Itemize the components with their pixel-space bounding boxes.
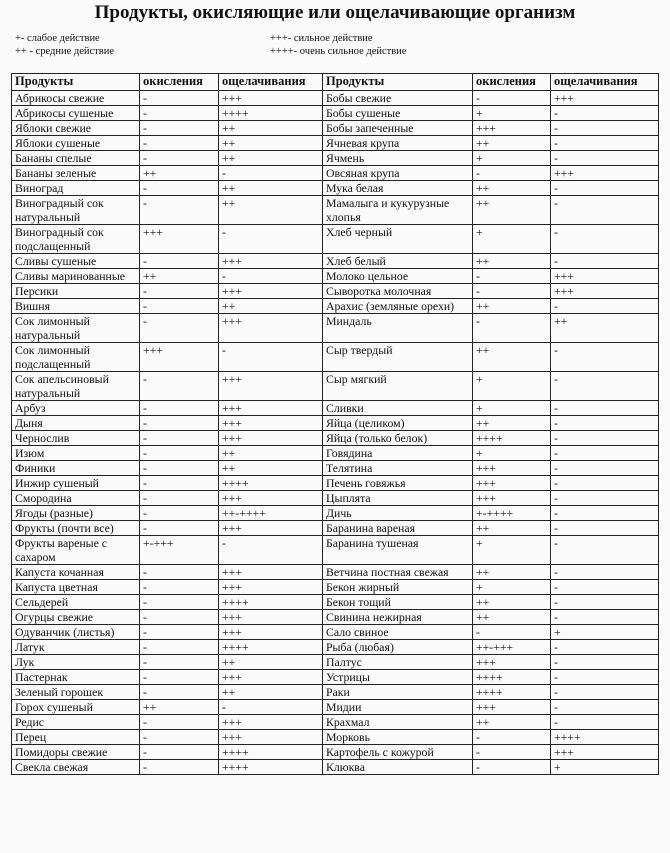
right-acid-cell: ++	[473, 610, 551, 625]
table-row	[12, 670, 659, 685]
right-alkaline-cell: -	[551, 254, 659, 269]
header-alkaline-right: ощелачивания	[551, 74, 659, 91]
right-alkaline-cell: -	[551, 225, 659, 254]
left-product-cell: Бананы зеленые	[12, 166, 140, 181]
table-row	[12, 745, 659, 760]
left-product-cell: Финики	[12, 461, 140, 476]
right-alkaline-cell: -	[551, 476, 659, 491]
right-acid-cell: ++	[473, 181, 551, 196]
right-alkaline-cell: -	[551, 655, 659, 670]
left-acid-cell: -	[140, 521, 219, 536]
left-alkaline-cell: +++	[219, 491, 323, 506]
right-alkaline-cell: -	[551, 506, 659, 521]
right-product-cell: Миндаль	[323, 314, 473, 343]
legend-strong: +++- сильное действие	[270, 33, 373, 44]
right-product-cell: Бобы сушеные	[323, 106, 473, 121]
left-acid-cell: -	[140, 299, 219, 314]
table-row	[12, 136, 659, 151]
left-product-cell: Арбуз	[12, 401, 140, 416]
left-acid-cell: -	[140, 730, 219, 745]
left-alkaline-cell: ++	[219, 121, 323, 136]
left-alkaline-cell: +++	[219, 521, 323, 536]
table-row	[12, 715, 659, 730]
left-alkaline-cell: +++	[219, 254, 323, 269]
right-product-cell: Цыплята	[323, 491, 473, 506]
left-product-cell: Помидоры свежие	[12, 745, 140, 760]
right-product-cell: Яйца (только белок)	[323, 431, 473, 446]
header-products-left: Продукты	[12, 74, 140, 91]
right-alkaline-cell: +++	[551, 284, 659, 299]
right-acid-cell: +	[473, 372, 551, 401]
right-acid-cell: +	[473, 401, 551, 416]
right-alkaline-cell: -	[551, 372, 659, 401]
header-acid-right: окисления	[473, 74, 551, 91]
legend-right	[270, 32, 406, 58]
table-row	[12, 610, 659, 625]
left-acid-cell: -	[140, 284, 219, 299]
right-product-cell: Бобы свежие	[323, 91, 473, 106]
left-alkaline-cell: -	[219, 225, 323, 254]
right-acid-cell: ++++	[473, 685, 551, 700]
right-acid-cell: -	[473, 166, 551, 181]
left-alkaline-cell: ++++	[219, 640, 323, 655]
left-product-cell: Одуванчик (листья)	[12, 625, 140, 640]
table-row	[12, 431, 659, 446]
right-acid-cell: +++	[473, 461, 551, 476]
left-acid-cell: -	[140, 91, 219, 106]
left-acid-cell: -	[140, 416, 219, 431]
left-alkaline-cell: ++	[219, 136, 323, 151]
right-acid-cell: -	[473, 760, 551, 775]
left-product-cell: Перец	[12, 730, 140, 745]
page-title: Продукты, окисляющие или ощелачивающие организм	[94, 2, 576, 23]
left-alkaline-cell: ++-++++	[219, 506, 323, 521]
table-row	[12, 625, 659, 640]
left-product-cell: Виноградный сок подслащенный	[12, 225, 140, 254]
right-acid-cell: ++	[473, 565, 551, 580]
table-row	[12, 372, 659, 401]
left-acid-cell: -	[140, 565, 219, 580]
left-acid-cell: ++	[140, 166, 219, 181]
right-acid-cell: +	[473, 446, 551, 461]
right-acid-cell: ++	[473, 343, 551, 372]
left-alkaline-cell: -	[219, 166, 323, 181]
right-alkaline-cell: +	[551, 625, 659, 640]
left-alkaline-cell: +++	[219, 670, 323, 685]
right-product-cell: Хлеб черный	[323, 225, 473, 254]
left-alkaline-cell: -	[219, 269, 323, 284]
right-acid-cell: +++	[473, 700, 551, 715]
right-alkaline-cell: -	[551, 401, 659, 416]
right-alkaline-cell: -	[551, 640, 659, 655]
table-row	[12, 284, 659, 299]
right-product-cell: Арахис (земляные орехи)	[323, 299, 473, 314]
right-acid-cell: -	[473, 269, 551, 284]
left-product-cell: Сок лимонный натуральный	[12, 314, 140, 343]
left-product-cell: Яблоки свежие	[12, 121, 140, 136]
right-acid-cell: +	[473, 536, 551, 565]
right-alkaline-cell: +++	[551, 745, 659, 760]
right-alkaline-cell: -	[551, 521, 659, 536]
right-acid-cell: +	[473, 151, 551, 166]
right-product-cell: Мамалыга и кукурузные хлопья	[323, 196, 473, 225]
right-acid-cell: -	[473, 730, 551, 745]
left-product-cell: Ягоды (разные)	[12, 506, 140, 521]
left-product-cell: Сливы маринованные	[12, 269, 140, 284]
right-product-cell: Хлеб белый	[323, 254, 473, 269]
table-row	[12, 181, 659, 196]
legend-left	[15, 32, 114, 58]
right-alkaline-cell: -	[551, 299, 659, 314]
left-product-cell: Сливы сушеные	[12, 254, 140, 269]
left-acid-cell: -	[140, 760, 219, 775]
left-acid-cell: -	[140, 446, 219, 461]
left-alkaline-cell: ++	[219, 461, 323, 476]
left-product-cell: Редис	[12, 715, 140, 730]
right-acid-cell: +	[473, 225, 551, 254]
right-alkaline-cell: ++	[551, 314, 659, 343]
right-acid-cell: ++	[473, 299, 551, 314]
left-product-cell: Яблоки сушеные	[12, 136, 140, 151]
left-product-cell: Горох сушеный	[12, 700, 140, 715]
left-alkaline-cell: ++	[219, 196, 323, 225]
left-alkaline-cell: +++	[219, 730, 323, 745]
right-product-cell: Сыворотка молочная	[323, 284, 473, 299]
left-acid-cell: -	[140, 685, 219, 700]
right-product-cell: Картофель с кожурой	[323, 745, 473, 760]
left-acid-cell: -	[140, 491, 219, 506]
table-row	[12, 121, 659, 136]
right-product-cell: Печень говяжья	[323, 476, 473, 491]
right-alkaline-cell: -	[551, 536, 659, 565]
right-acid-cell: -	[473, 314, 551, 343]
right-alkaline-cell: +++	[551, 91, 659, 106]
right-alkaline-cell: -	[551, 106, 659, 121]
left-alkaline-cell: +++	[219, 372, 323, 401]
table-row	[12, 314, 659, 343]
right-alkaline-cell: -	[551, 151, 659, 166]
left-alkaline-cell: +++	[219, 610, 323, 625]
left-acid-cell: -	[140, 196, 219, 225]
left-alkaline-cell: +++	[219, 91, 323, 106]
table-row	[12, 91, 659, 106]
header-acid-left: окисления	[140, 74, 219, 91]
table-row	[12, 416, 659, 431]
right-product-cell: Сыр твердый	[323, 343, 473, 372]
left-alkaline-cell: +++	[219, 284, 323, 299]
left-acid-cell: -	[140, 595, 219, 610]
left-alkaline-cell: +++	[219, 625, 323, 640]
left-product-cell: Огурцы свежие	[12, 610, 140, 625]
left-acid-cell: ++	[140, 269, 219, 284]
left-acid-cell: ++	[140, 700, 219, 715]
table-row	[12, 536, 659, 565]
right-alkaline-cell: -	[551, 610, 659, 625]
table-row	[12, 730, 659, 745]
table-row	[12, 269, 659, 284]
right-acid-cell: +	[473, 580, 551, 595]
left-alkaline-cell: ++++	[219, 595, 323, 610]
right-product-cell: Овсяная крупа	[323, 166, 473, 181]
left-acid-cell: -	[140, 401, 219, 416]
table-row	[12, 491, 659, 506]
table-row	[12, 655, 659, 670]
right-product-cell: Сало свиное	[323, 625, 473, 640]
left-product-cell: Капуста цветная	[12, 580, 140, 595]
left-alkaline-cell: ++	[219, 181, 323, 196]
right-product-cell: Телятина	[323, 461, 473, 476]
right-alkaline-cell: -	[551, 343, 659, 372]
left-alkaline-cell: +++	[219, 715, 323, 730]
legend-weak: +- слабое действие	[15, 33, 100, 44]
table-body	[12, 91, 659, 775]
right-acid-cell: +++	[473, 476, 551, 491]
left-alkaline-cell: +++	[219, 416, 323, 431]
left-product-cell: Инжир сушеный	[12, 476, 140, 491]
left-alkaline-cell: ++++	[219, 745, 323, 760]
right-product-cell: Рыба (любая)	[323, 640, 473, 655]
header-alkaline-left: ощелачивания	[219, 74, 323, 91]
left-alkaline-cell: ++++	[219, 760, 323, 775]
right-product-cell: Говядина	[323, 446, 473, 461]
left-product-cell: Изюм	[12, 446, 140, 461]
left-alkaline-cell: ++	[219, 151, 323, 166]
right-product-cell: Клюква	[323, 760, 473, 775]
right-acid-cell: -	[473, 284, 551, 299]
table-row	[12, 760, 659, 775]
left-alkaline-cell: ++	[219, 685, 323, 700]
left-alkaline-cell: -	[219, 536, 323, 565]
left-product-cell: Виноград	[12, 181, 140, 196]
left-acid-cell: -	[140, 136, 219, 151]
right-alkaline-cell: -	[551, 196, 659, 225]
right-acid-cell: ++	[473, 595, 551, 610]
table-row	[12, 166, 659, 181]
right-product-cell: Ячневая крупа	[323, 136, 473, 151]
right-alkaline-cell: -	[551, 136, 659, 151]
table-row	[12, 580, 659, 595]
right-acid-cell: ++	[473, 416, 551, 431]
right-acid-cell: ++-+++	[473, 640, 551, 655]
left-alkaline-cell: +++	[219, 580, 323, 595]
right-alkaline-cell: -	[551, 121, 659, 136]
right-alkaline-cell: +++	[551, 269, 659, 284]
left-acid-cell: -	[140, 181, 219, 196]
left-acid-cell: -	[140, 745, 219, 760]
right-product-cell: Бекон тощий	[323, 595, 473, 610]
right-product-cell: Морковь	[323, 730, 473, 745]
right-acid-cell: ++	[473, 715, 551, 730]
table-row	[12, 565, 659, 580]
right-alkaline-cell: -	[551, 715, 659, 730]
right-acid-cell: +	[473, 106, 551, 121]
left-alkaline-cell: +++	[219, 401, 323, 416]
right-product-cell: Бобы запеченные	[323, 121, 473, 136]
left-acid-cell: +++	[140, 343, 219, 372]
table-row	[12, 685, 659, 700]
left-alkaline-cell: +++	[219, 565, 323, 580]
right-acid-cell: ++	[473, 196, 551, 225]
right-alkaline-cell: -	[551, 181, 659, 196]
right-product-cell: Ветчина постная свежая	[323, 565, 473, 580]
right-acid-cell: ++++	[473, 670, 551, 685]
right-alkaline-cell: +++	[551, 166, 659, 181]
left-product-cell: Сельдерей	[12, 595, 140, 610]
left-product-cell: Лук	[12, 655, 140, 670]
right-product-cell: Мидии	[323, 700, 473, 715]
left-product-cell: Латук	[12, 640, 140, 655]
table-row	[12, 401, 659, 416]
right-acid-cell: ++	[473, 521, 551, 536]
right-alkaline-cell: ++++	[551, 730, 659, 745]
left-alkaline-cell: ++++	[219, 476, 323, 491]
left-product-cell: Фрукты вареные с сахаром	[12, 536, 140, 565]
table-row	[12, 461, 659, 476]
table-row	[12, 446, 659, 461]
left-acid-cell: -	[140, 476, 219, 491]
table-row	[12, 476, 659, 491]
left-product-cell: Пастернак	[12, 670, 140, 685]
products-table	[11, 73, 659, 775]
table-row	[12, 506, 659, 521]
right-alkaline-cell: -	[551, 565, 659, 580]
right-alkaline-cell: -	[551, 446, 659, 461]
right-product-cell: Баранина тушеная	[323, 536, 473, 565]
left-product-cell: Смородина	[12, 491, 140, 506]
right-product-cell: Ячмень	[323, 151, 473, 166]
left-acid-cell: +-+++	[140, 536, 219, 565]
left-product-cell: Вишня	[12, 299, 140, 314]
left-acid-cell: -	[140, 254, 219, 269]
right-product-cell: Сыр мягкий	[323, 372, 473, 401]
right-acid-cell: +++	[473, 121, 551, 136]
header-products-right: Продукты	[323, 74, 473, 91]
table-row	[12, 343, 659, 372]
left-alkaline-cell: -	[219, 343, 323, 372]
table-row	[12, 700, 659, 715]
right-alkaline-cell: -	[551, 491, 659, 506]
right-acid-cell: -	[473, 91, 551, 106]
right-product-cell: Дичь	[323, 506, 473, 521]
left-alkaline-cell: -	[219, 700, 323, 715]
left-acid-cell: -	[140, 151, 219, 166]
left-product-cell: Фрукты (почти все)	[12, 521, 140, 536]
left-acid-cell: -	[140, 106, 219, 121]
left-acid-cell: -	[140, 655, 219, 670]
right-alkaline-cell: +	[551, 760, 659, 775]
left-acid-cell: -	[140, 610, 219, 625]
table-row	[12, 196, 659, 225]
left-product-cell: Капуста кочанная	[12, 565, 140, 580]
table-row	[12, 299, 659, 314]
right-alkaline-cell: -	[551, 461, 659, 476]
left-acid-cell: -	[140, 461, 219, 476]
right-product-cell: Молоко цельное	[323, 269, 473, 284]
left-alkaline-cell: ++	[219, 446, 323, 461]
right-alkaline-cell: -	[551, 580, 659, 595]
right-product-cell: Крахмал	[323, 715, 473, 730]
table-row	[12, 640, 659, 655]
left-product-cell: Абрикосы сушеные	[12, 106, 140, 121]
left-acid-cell: -	[140, 625, 219, 640]
left-acid-cell: -	[140, 580, 219, 595]
table-row	[12, 595, 659, 610]
left-product-cell: Зеленый горошек	[12, 685, 140, 700]
left-product-cell: Бананы спелые	[12, 151, 140, 166]
right-product-cell: Раки	[323, 685, 473, 700]
left-alkaline-cell: +++	[219, 431, 323, 446]
right-product-cell: Мука белая	[323, 181, 473, 196]
left-product-cell: Сок апельсиновый натуральный	[12, 372, 140, 401]
left-acid-cell: -	[140, 372, 219, 401]
left-alkaline-cell: ++	[219, 655, 323, 670]
right-acid-cell: -	[473, 745, 551, 760]
right-product-cell: Бекон жирный	[323, 580, 473, 595]
right-alkaline-cell: -	[551, 685, 659, 700]
table-row	[12, 225, 659, 254]
left-product-cell: Сок лимонный подслащенный	[12, 343, 140, 372]
table-row	[12, 106, 659, 121]
right-acid-cell: ++	[473, 254, 551, 269]
right-alkaline-cell: -	[551, 416, 659, 431]
left-acid-cell: -	[140, 431, 219, 446]
header-row	[12, 74, 659, 91]
left-product-cell: Абрикосы свежие	[12, 91, 140, 106]
right-alkaline-cell: -	[551, 670, 659, 685]
table-row	[12, 254, 659, 269]
left-product-cell: Виноградный сок натуральный	[12, 196, 140, 225]
right-acid-cell: +-++++	[473, 506, 551, 521]
right-alkaline-cell: -	[551, 431, 659, 446]
legend-medium: ++ - средние действие	[15, 46, 114, 57]
right-alkaline-cell: -	[551, 700, 659, 715]
right-acid-cell: ++	[473, 136, 551, 151]
right-product-cell: Свинина нежирная	[323, 610, 473, 625]
legend-very-strong: ++++- очень сильное действие	[270, 46, 407, 57]
left-product-cell: Дыня	[12, 416, 140, 431]
left-acid-cell: -	[140, 670, 219, 685]
table-row	[12, 521, 659, 536]
left-acid-cell: +++	[140, 225, 219, 254]
left-acid-cell: -	[140, 715, 219, 730]
left-product-cell: Персики	[12, 284, 140, 299]
left-product-cell: Чернослив	[12, 431, 140, 446]
right-alkaline-cell: -	[551, 595, 659, 610]
left-acid-cell: -	[140, 314, 219, 343]
left-product-cell: Свекла свежая	[12, 760, 140, 775]
right-product-cell: Сливки	[323, 401, 473, 416]
right-acid-cell: +++	[473, 655, 551, 670]
left-acid-cell: -	[140, 121, 219, 136]
right-product-cell: Яйца (целиком)	[323, 416, 473, 431]
right-product-cell: Палтус	[323, 655, 473, 670]
right-product-cell: Баранина вареная	[323, 521, 473, 536]
table-row	[12, 151, 659, 166]
left-alkaline-cell: +++	[219, 314, 323, 343]
right-product-cell: Устрицы	[323, 670, 473, 685]
left-acid-cell: -	[140, 506, 219, 521]
left-acid-cell: -	[140, 640, 219, 655]
left-alkaline-cell: ++++	[219, 106, 323, 121]
right-acid-cell: +++	[473, 491, 551, 506]
right-acid-cell: ++++	[473, 431, 551, 446]
left-alkaline-cell: ++	[219, 299, 323, 314]
right-acid-cell: -	[473, 625, 551, 640]
